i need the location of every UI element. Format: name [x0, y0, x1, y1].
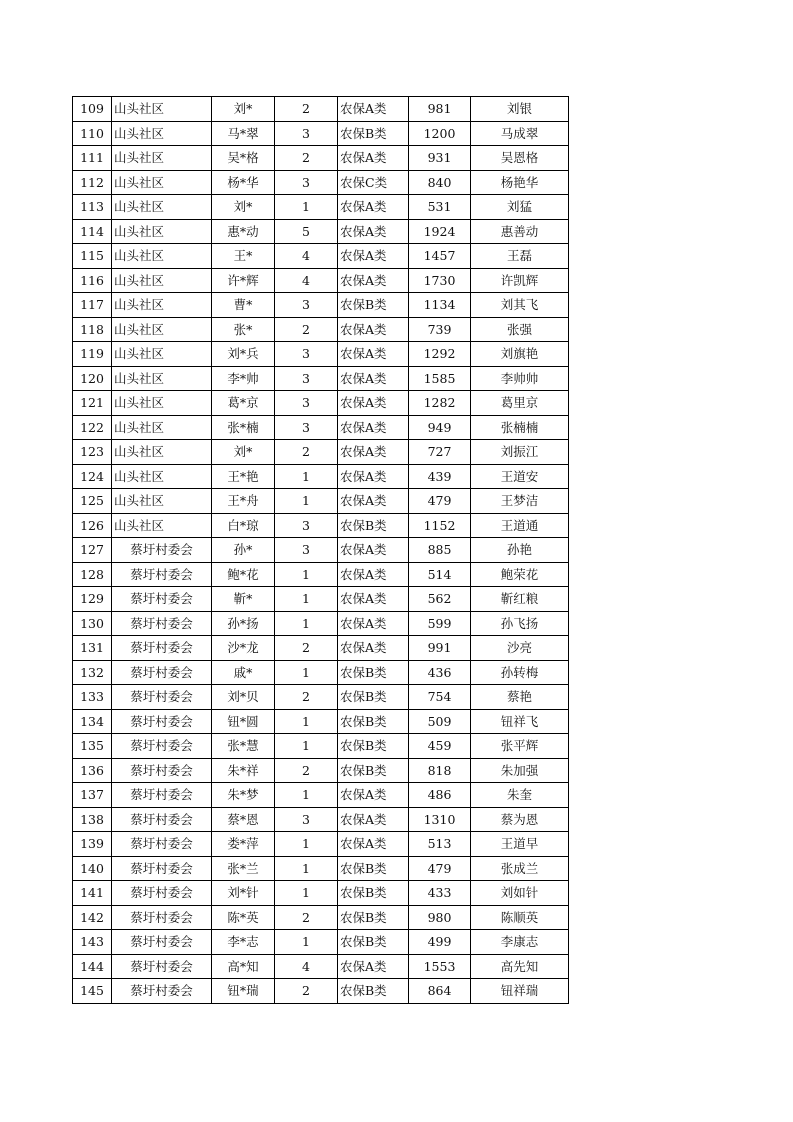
row-number-cell: 138 — [73, 807, 112, 832]
table-row — [73, 587, 569, 612]
full-name-cell: 王道通 — [471, 513, 569, 538]
row-number-cell: 113 — [73, 195, 112, 220]
row-number-cell: 127 — [73, 538, 112, 563]
amount-cell: 514 — [409, 562, 471, 587]
insurance-type-cell: 农保B类 — [338, 758, 409, 783]
row-number-cell: 144 — [73, 954, 112, 979]
table-row — [73, 464, 569, 489]
amount-cell: 1134 — [409, 293, 471, 318]
community-cell: 山头社区 — [112, 146, 212, 171]
insurance-type-cell: 农保A类 — [338, 342, 409, 367]
household-count-cell: 3 — [275, 513, 338, 538]
amount-cell: 1730 — [409, 268, 471, 293]
full-name-cell: 张成兰 — [471, 856, 569, 881]
household-count-cell: 1 — [275, 856, 338, 881]
community-cell: 山头社区 — [112, 513, 212, 538]
row-number-cell: 111 — [73, 146, 112, 171]
row-number-cell: 110 — [73, 121, 112, 146]
table-row — [73, 513, 569, 538]
household-count-cell: 2 — [275, 317, 338, 342]
row-number-cell: 130 — [73, 611, 112, 636]
amount-cell: 433 — [409, 881, 471, 906]
masked-name-cell: 娄*萍 — [212, 832, 275, 857]
masked-name-cell: 马*翠 — [212, 121, 275, 146]
community-cell: 蔡圩村委会 — [112, 660, 212, 685]
amount-cell: 436 — [409, 660, 471, 685]
row-number-cell: 134 — [73, 709, 112, 734]
masked-name-cell: 王*艳 — [212, 464, 275, 489]
insurance-type-cell: 农保A类 — [338, 464, 409, 489]
row-number-cell: 122 — [73, 415, 112, 440]
table-row — [73, 783, 569, 808]
insurance-type-cell: 农保A类 — [338, 97, 409, 122]
amount-cell: 479 — [409, 489, 471, 514]
amount-cell: 818 — [409, 758, 471, 783]
household-count-cell: 3 — [275, 415, 338, 440]
full-name-cell: 马成翠 — [471, 121, 569, 146]
amount-cell: 1282 — [409, 391, 471, 416]
table-row — [73, 391, 569, 416]
insurance-type-cell: 农保A类 — [338, 244, 409, 269]
masked-name-cell: 白*琼 — [212, 513, 275, 538]
row-number-cell: 116 — [73, 268, 112, 293]
masked-name-cell: 沙*龙 — [212, 636, 275, 661]
table-row — [73, 734, 569, 759]
table-row — [73, 562, 569, 587]
masked-name-cell: 钮*瑞 — [212, 979, 275, 1004]
household-count-cell: 3 — [275, 366, 338, 391]
amount-cell: 1200 — [409, 121, 471, 146]
community-cell: 蔡圩村委会 — [112, 734, 212, 759]
row-number-cell: 112 — [73, 170, 112, 195]
table-row — [73, 293, 569, 318]
full-name-cell: 沙亮 — [471, 636, 569, 661]
insurance-type-cell: 农保B类 — [338, 856, 409, 881]
table-row — [73, 660, 569, 685]
community-cell: 山头社区 — [112, 293, 212, 318]
full-name-cell: 张强 — [471, 317, 569, 342]
masked-name-cell: 刘*针 — [212, 881, 275, 906]
household-count-cell: 1 — [275, 832, 338, 857]
household-count-cell: 1 — [275, 930, 338, 955]
row-number-cell: 124 — [73, 464, 112, 489]
community-cell: 山头社区 — [112, 489, 212, 514]
household-count-cell: 2 — [275, 905, 338, 930]
full-name-cell: 李康志 — [471, 930, 569, 955]
masked-name-cell: 孙*扬 — [212, 611, 275, 636]
insurance-type-cell: 农保A类 — [338, 440, 409, 465]
community-cell: 山头社区 — [112, 195, 212, 220]
insurance-type-cell: 农保A类 — [338, 562, 409, 587]
amount-cell: 991 — [409, 636, 471, 661]
row-number-cell: 137 — [73, 783, 112, 808]
insurance-type-cell: 农保A类 — [338, 954, 409, 979]
household-count-cell: 1 — [275, 734, 338, 759]
table-row — [73, 317, 569, 342]
insurance-type-cell: 农保A类 — [338, 489, 409, 514]
full-name-cell: 王道早 — [471, 832, 569, 857]
community-cell: 蔡圩村委会 — [112, 954, 212, 979]
row-number-cell: 135 — [73, 734, 112, 759]
row-number-cell: 143 — [73, 930, 112, 955]
full-name-cell: 鲍荣花 — [471, 562, 569, 587]
community-cell: 蔡圩村委会 — [112, 856, 212, 881]
full-name-cell: 高先知 — [471, 954, 569, 979]
amount-cell: 1585 — [409, 366, 471, 391]
row-number-cell: 114 — [73, 219, 112, 244]
insurance-type-cell: 农保A类 — [338, 317, 409, 342]
community-cell: 山头社区 — [112, 170, 212, 195]
household-count-cell: 1 — [275, 611, 338, 636]
amount-cell: 840 — [409, 170, 471, 195]
table-row — [73, 685, 569, 710]
row-number-cell: 126 — [73, 513, 112, 538]
household-count-cell: 1 — [275, 195, 338, 220]
amount-cell: 439 — [409, 464, 471, 489]
table-row — [73, 709, 569, 734]
insurance-type-cell: 农保A类 — [338, 366, 409, 391]
amount-cell: 1310 — [409, 807, 471, 832]
table-row — [73, 979, 569, 1004]
table-row — [73, 538, 569, 563]
row-number-cell: 118 — [73, 317, 112, 342]
full-name-cell: 吴恩格 — [471, 146, 569, 171]
insurance-type-cell: 农保B类 — [338, 660, 409, 685]
insurance-type-cell: 农保B类 — [338, 881, 409, 906]
insurance-type-cell: 农保A类 — [338, 807, 409, 832]
community-cell: 蔡圩村委会 — [112, 930, 212, 955]
amount-cell: 931 — [409, 146, 471, 171]
table-row — [73, 342, 569, 367]
amount-cell: 459 — [409, 734, 471, 759]
full-name-cell: 钮祥瑞 — [471, 979, 569, 1004]
full-name-cell: 钮祥飞 — [471, 709, 569, 734]
insurance-type-cell: 农保A类 — [338, 636, 409, 661]
table-row — [73, 268, 569, 293]
household-count-cell: 1 — [275, 587, 338, 612]
table-row — [73, 636, 569, 661]
table-row — [73, 219, 569, 244]
full-name-cell: 许凯辉 — [471, 268, 569, 293]
household-count-cell: 1 — [275, 660, 338, 685]
community-cell: 蔡圩村委会 — [112, 709, 212, 734]
row-number-cell: 119 — [73, 342, 112, 367]
amount-cell: 754 — [409, 685, 471, 710]
household-count-cell: 1 — [275, 562, 338, 587]
masked-name-cell: 张*慧 — [212, 734, 275, 759]
table-row — [73, 244, 569, 269]
amount-cell: 509 — [409, 709, 471, 734]
relief-roster-table — [72, 96, 569, 1004]
community-cell: 山头社区 — [112, 121, 212, 146]
insurance-type-cell: 农保A类 — [338, 146, 409, 171]
household-count-cell: 5 — [275, 219, 338, 244]
table-row — [73, 611, 569, 636]
amount-cell: 513 — [409, 832, 471, 857]
community-cell: 蔡圩村委会 — [112, 611, 212, 636]
household-count-cell: 4 — [275, 954, 338, 979]
table-row — [73, 930, 569, 955]
table-body — [73, 97, 569, 1004]
full-name-cell: 孙转梅 — [471, 660, 569, 685]
community-cell: 山头社区 — [112, 219, 212, 244]
insurance-type-cell: 农保B类 — [338, 685, 409, 710]
masked-name-cell: 刘* — [212, 97, 275, 122]
table-row — [73, 807, 569, 832]
community-cell: 蔡圩村委会 — [112, 807, 212, 832]
household-count-cell: 3 — [275, 293, 338, 318]
table-row — [73, 881, 569, 906]
masked-name-cell: 王* — [212, 244, 275, 269]
full-name-cell: 刘其飞 — [471, 293, 569, 318]
household-count-cell: 1 — [275, 464, 338, 489]
amount-cell: 739 — [409, 317, 471, 342]
row-number-cell: 115 — [73, 244, 112, 269]
masked-name-cell: 曹* — [212, 293, 275, 318]
row-number-cell: 131 — [73, 636, 112, 661]
community-cell: 山头社区 — [112, 366, 212, 391]
amount-cell: 949 — [409, 415, 471, 440]
full-name-cell: 蔡为恩 — [471, 807, 569, 832]
household-count-cell: 4 — [275, 268, 338, 293]
insurance-type-cell: 农保B类 — [338, 513, 409, 538]
table-row — [73, 195, 569, 220]
insurance-type-cell: 农保B类 — [338, 121, 409, 146]
masked-name-cell: 李*帅 — [212, 366, 275, 391]
masked-name-cell: 张* — [212, 317, 275, 342]
community-cell: 蔡圩村委会 — [112, 562, 212, 587]
masked-name-cell: 惠*动 — [212, 219, 275, 244]
amount-cell: 1152 — [409, 513, 471, 538]
masked-name-cell: 刘*贝 — [212, 685, 275, 710]
full-name-cell: 刘猛 — [471, 195, 569, 220]
community-cell: 山头社区 — [112, 464, 212, 489]
masked-name-cell: 陈*英 — [212, 905, 275, 930]
masked-name-cell: 钮*圆 — [212, 709, 275, 734]
row-number-cell: 142 — [73, 905, 112, 930]
masked-name-cell: 刘*兵 — [212, 342, 275, 367]
row-number-cell: 136 — [73, 758, 112, 783]
amount-cell: 479 — [409, 856, 471, 881]
amount-cell: 1924 — [409, 219, 471, 244]
masked-name-cell: 朱*梦 — [212, 783, 275, 808]
masked-name-cell: 许*辉 — [212, 268, 275, 293]
table-row — [73, 146, 569, 171]
masked-name-cell: 张*楠 — [212, 415, 275, 440]
amount-cell: 499 — [409, 930, 471, 955]
masked-name-cell: 刘* — [212, 440, 275, 465]
row-number-cell: 125 — [73, 489, 112, 514]
full-name-cell: 陈顺英 — [471, 905, 569, 930]
table-row — [73, 366, 569, 391]
household-count-cell: 4 — [275, 244, 338, 269]
insurance-type-cell: 农保A类 — [338, 783, 409, 808]
row-number-cell: 109 — [73, 97, 112, 122]
masked-name-cell: 刘* — [212, 195, 275, 220]
table-row — [73, 121, 569, 146]
table-row — [73, 758, 569, 783]
amount-cell: 864 — [409, 979, 471, 1004]
masked-name-cell: 李*志 — [212, 930, 275, 955]
community-cell: 山头社区 — [112, 391, 212, 416]
full-name-cell: 张楠楠 — [471, 415, 569, 440]
household-count-cell: 1 — [275, 709, 338, 734]
community-cell: 蔡圩村委会 — [112, 881, 212, 906]
row-number-cell: 117 — [73, 293, 112, 318]
community-cell: 蔡圩村委会 — [112, 587, 212, 612]
amount-cell: 1457 — [409, 244, 471, 269]
community-cell: 蔡圩村委会 — [112, 905, 212, 930]
row-number-cell: 140 — [73, 856, 112, 881]
masked-name-cell: 吴*格 — [212, 146, 275, 171]
community-cell: 蔡圩村委会 — [112, 685, 212, 710]
insurance-type-cell: 农保A类 — [338, 219, 409, 244]
amount-cell: 981 — [409, 97, 471, 122]
masked-name-cell: 杨*华 — [212, 170, 275, 195]
row-number-cell: 141 — [73, 881, 112, 906]
community-cell: 山头社区 — [112, 342, 212, 367]
household-count-cell: 2 — [275, 636, 338, 661]
insurance-type-cell: 农保B类 — [338, 293, 409, 318]
insurance-type-cell: 农保B类 — [338, 734, 409, 759]
amount-cell: 562 — [409, 587, 471, 612]
table-row — [73, 832, 569, 857]
full-name-cell: 杨艳华 — [471, 170, 569, 195]
row-number-cell: 128 — [73, 562, 112, 587]
household-count-cell: 2 — [275, 685, 338, 710]
full-name-cell: 刘如针 — [471, 881, 569, 906]
amount-cell: 531 — [409, 195, 471, 220]
household-count-cell: 1 — [275, 489, 338, 514]
insurance-type-cell: 农保A类 — [338, 415, 409, 440]
table-row — [73, 954, 569, 979]
insurance-type-cell: 农保B类 — [338, 979, 409, 1004]
household-count-cell: 3 — [275, 342, 338, 367]
community-cell: 山头社区 — [112, 97, 212, 122]
full-name-cell: 张平辉 — [471, 734, 569, 759]
row-number-cell: 145 — [73, 979, 112, 1004]
insurance-type-cell: 农保A类 — [338, 611, 409, 636]
insurance-type-cell: 农保B类 — [338, 709, 409, 734]
amount-cell: 727 — [409, 440, 471, 465]
community-cell: 蔡圩村委会 — [112, 979, 212, 1004]
amount-cell: 885 — [409, 538, 471, 563]
household-count-cell: 1 — [275, 881, 338, 906]
masked-name-cell: 靳* — [212, 587, 275, 612]
amount-cell: 486 — [409, 783, 471, 808]
full-name-cell: 靳红粮 — [471, 587, 569, 612]
amount-cell: 1553 — [409, 954, 471, 979]
insurance-type-cell: 农保C类 — [338, 170, 409, 195]
insurance-type-cell: 农保B类 — [338, 905, 409, 930]
insurance-type-cell: 农保A类 — [338, 195, 409, 220]
full-name-cell: 李帅帅 — [471, 366, 569, 391]
community-cell: 山头社区 — [112, 244, 212, 269]
household-count-cell: 2 — [275, 146, 338, 171]
community-cell: 蔡圩村委会 — [112, 783, 212, 808]
community-cell: 蔡圩村委会 — [112, 636, 212, 661]
amount-cell: 1292 — [409, 342, 471, 367]
full-name-cell: 王梦洁 — [471, 489, 569, 514]
row-number-cell: 132 — [73, 660, 112, 685]
full-name-cell: 王道安 — [471, 464, 569, 489]
table-row — [73, 489, 569, 514]
household-count-cell: 2 — [275, 440, 338, 465]
household-count-cell: 2 — [275, 758, 338, 783]
household-count-cell: 2 — [275, 97, 338, 122]
household-count-cell: 3 — [275, 391, 338, 416]
full-name-cell: 孙飞扬 — [471, 611, 569, 636]
masked-name-cell: 高*知 — [212, 954, 275, 979]
insurance-type-cell: 农保A类 — [338, 587, 409, 612]
full-name-cell: 朱奎 — [471, 783, 569, 808]
household-count-cell: 1 — [275, 783, 338, 808]
community-cell: 山头社区 — [112, 415, 212, 440]
table-row — [73, 170, 569, 195]
insurance-type-cell: 农保A类 — [338, 538, 409, 563]
table-row — [73, 856, 569, 881]
masked-name-cell: 戚* — [212, 660, 275, 685]
insurance-type-cell: 农保A类 — [338, 268, 409, 293]
insurance-type-cell: 农保B类 — [338, 930, 409, 955]
community-cell: 蔡圩村委会 — [112, 758, 212, 783]
full-name-cell: 刘银 — [471, 97, 569, 122]
amount-cell: 980 — [409, 905, 471, 930]
household-count-cell: 3 — [275, 807, 338, 832]
full-name-cell: 刘旗艳 — [471, 342, 569, 367]
masked-name-cell: 蔡*恩 — [212, 807, 275, 832]
masked-name-cell: 葛*京 — [212, 391, 275, 416]
full-name-cell: 惠善动 — [471, 219, 569, 244]
table-row — [73, 97, 569, 122]
amount-cell: 599 — [409, 611, 471, 636]
masked-name-cell: 王*舟 — [212, 489, 275, 514]
masked-name-cell: 张*兰 — [212, 856, 275, 881]
household-count-cell: 3 — [275, 538, 338, 563]
row-number-cell: 121 — [73, 391, 112, 416]
insurance-type-cell: 农保A类 — [338, 832, 409, 857]
community-cell: 蔡圩村委会 — [112, 832, 212, 857]
full-name-cell: 王磊 — [471, 244, 569, 269]
community-cell: 山头社区 — [112, 268, 212, 293]
insurance-type-cell: 农保A类 — [338, 391, 409, 416]
table-row — [73, 905, 569, 930]
full-name-cell: 刘振江 — [471, 440, 569, 465]
full-name-cell: 孙艳 — [471, 538, 569, 563]
full-name-cell: 葛里京 — [471, 391, 569, 416]
row-number-cell: 139 — [73, 832, 112, 857]
household-count-cell: 3 — [275, 170, 338, 195]
community-cell: 蔡圩村委会 — [112, 538, 212, 563]
community-cell: 山头社区 — [112, 317, 212, 342]
community-cell: 山头社区 — [112, 440, 212, 465]
table-row — [73, 440, 569, 465]
row-number-cell: 123 — [73, 440, 112, 465]
row-number-cell: 129 — [73, 587, 112, 612]
household-count-cell: 2 — [275, 979, 338, 1004]
full-name-cell: 蔡艳 — [471, 685, 569, 710]
row-number-cell: 133 — [73, 685, 112, 710]
masked-name-cell: 鲍*花 — [212, 562, 275, 587]
masked-name-cell: 孙* — [212, 538, 275, 563]
full-name-cell: 朱加强 — [471, 758, 569, 783]
household-count-cell: 3 — [275, 121, 338, 146]
row-number-cell: 120 — [73, 366, 112, 391]
table-row — [73, 415, 569, 440]
masked-name-cell: 朱*祥 — [212, 758, 275, 783]
